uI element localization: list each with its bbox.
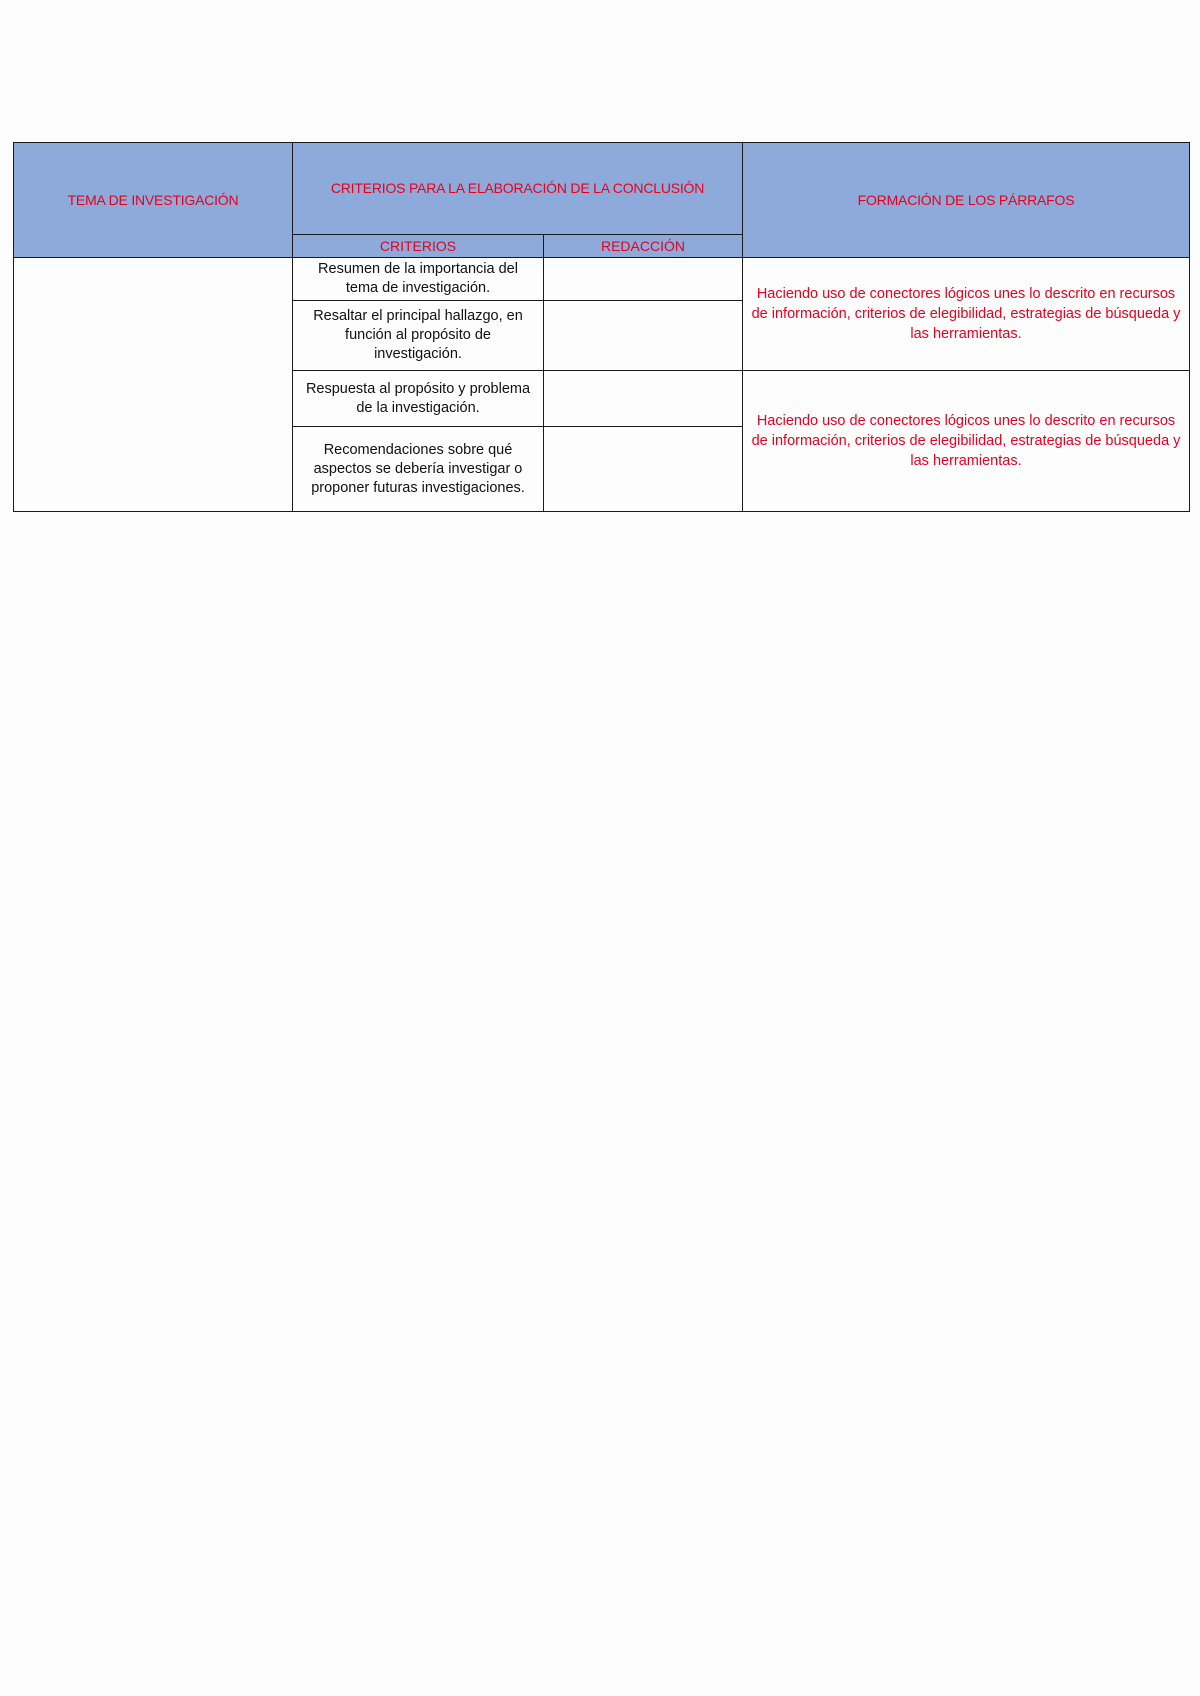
tema-value-cell[interactable] xyxy=(14,258,293,512)
header-criterios: CRITERIOS xyxy=(293,235,544,258)
criterion-2: Resaltar el principal hallazgo, en función al propósito de investigación. xyxy=(293,301,544,371)
header-tema: TEMA DE INVESTIGACIÓN xyxy=(14,143,293,258)
paragraph-formation-2: Haciendo uso de conectores lógicos unes lo descrito en recursos de información, criterios de elegibilidad, estrategias de búsqueda y las herramientas. xyxy=(743,371,1190,512)
header-criterios-group: CRITERIOS PARA LA ELABORACIÓN DE LA CONCLUSIÓN xyxy=(293,143,743,235)
conclusion-criteria-table xyxy=(13,142,1190,512)
redaccion-cell-1[interactable] xyxy=(544,258,743,301)
criterion-3: Respuesta al propósito y problema de la investigación. xyxy=(293,371,544,427)
header-formacion: FORMACIÓN DE LOS PÁRRAFOS xyxy=(743,143,1190,258)
header-redaccion: REDACCIÓN xyxy=(544,235,743,258)
paragraph-formation-1: Haciendo uso de conectores lógicos unes lo descrito en recursos de información, criterios de elegibilidad, estrategias de búsqueda y las herramientas. xyxy=(743,258,1190,371)
redaccion-cell-2[interactable] xyxy=(544,301,743,371)
criterion-4: Recomendaciones sobre qué aspectos se debería investigar o proponer futuras investigaciones. xyxy=(293,427,544,512)
criterion-1: Resumen de la importancia del tema de investigación. xyxy=(293,258,544,301)
redaccion-cell-3[interactable] xyxy=(544,371,743,427)
redaccion-cell-4[interactable] xyxy=(544,427,743,512)
